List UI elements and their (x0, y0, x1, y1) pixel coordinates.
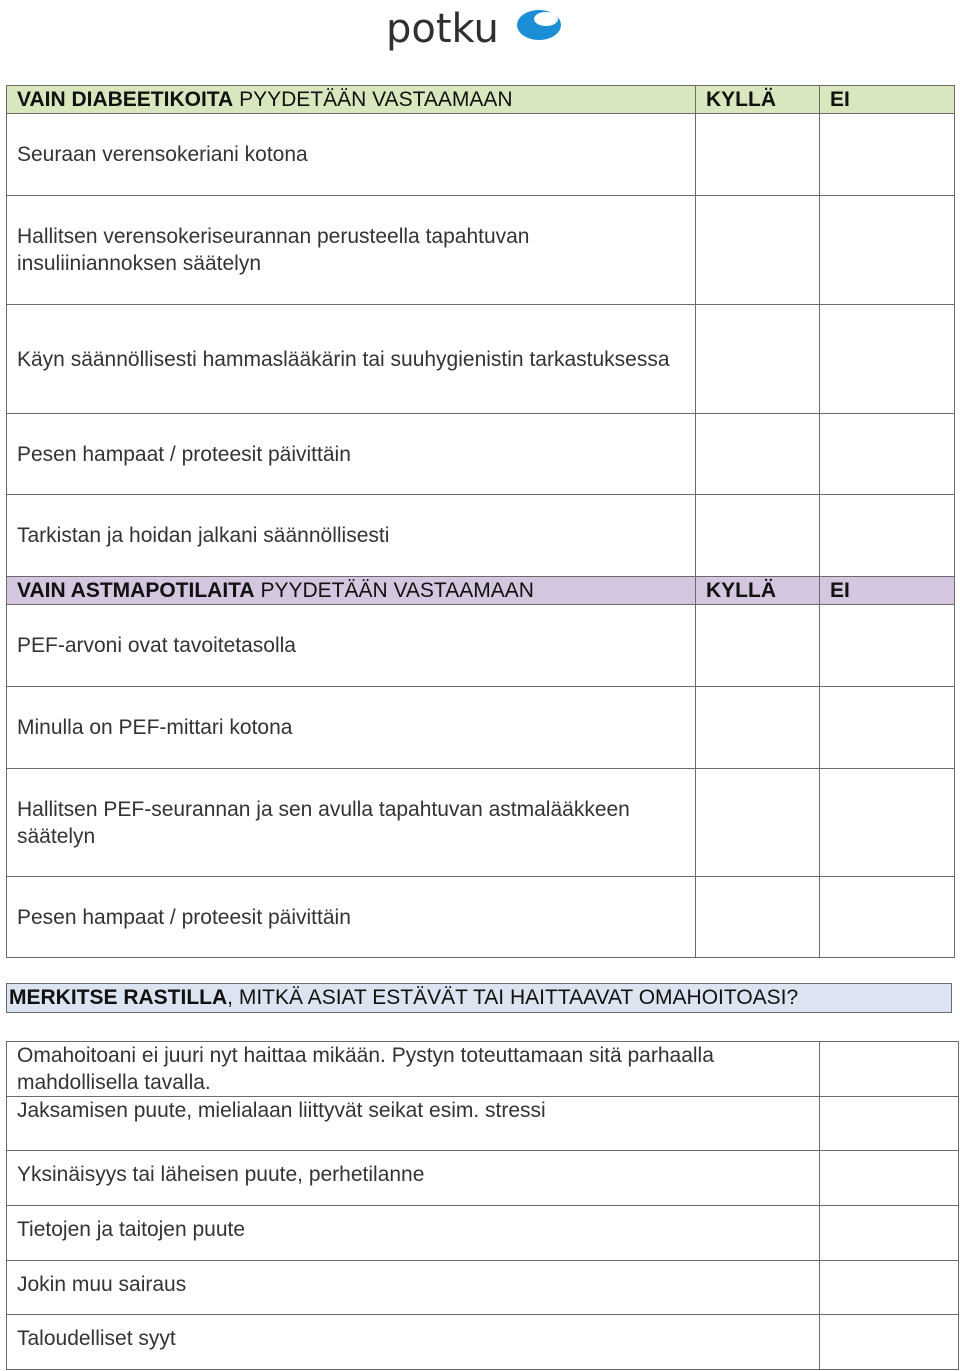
asthma-header: VAIN ASTMAPOTILAITA PYYDETÄÄN VASTAAMAAN (7, 577, 696, 605)
question-text: Pesen hampaat / proteesit päivittäin (7, 414, 696, 495)
no-checkbox-cell[interactable] (820, 769, 955, 877)
logo-wordmark: potku (386, 6, 499, 52)
obstacle-text: Jokin muu sairaus (7, 1261, 820, 1315)
obstacle-checkbox-cell[interactable] (820, 1261, 959, 1315)
table-row (7, 1097, 959, 1151)
asthma-header-row (7, 577, 955, 605)
obstacle-checkbox-cell[interactable] (820, 1315, 959, 1370)
yes-header: KYLLÄ (696, 86, 820, 114)
table-row (7, 1042, 959, 1097)
no-checkbox-cell[interactable] (820, 305, 955, 414)
questionnaire-table (6, 85, 955, 958)
obstacle-text: Taloudelliset syyt (7, 1315, 820, 1370)
table-row (7, 769, 955, 877)
obstacle-checkbox-cell[interactable] (820, 1042, 959, 1097)
obstacles-table (6, 1041, 959, 1370)
question-text: Tarkistan ja hoidan jalkani säännöllisesti (7, 495, 696, 577)
obstacle-checkbox-cell[interactable] (820, 1206, 959, 1261)
diabetes-header: VAIN DIABEETIKOITA PYYDETÄÄN VASTAAMAAN (7, 86, 696, 114)
yes-checkbox-cell[interactable] (696, 877, 820, 958)
table-row (7, 1151, 959, 1206)
obstacle-checkbox-cell[interactable] (820, 1151, 959, 1206)
no-header: EI (820, 577, 955, 605)
potku-logo (386, 6, 566, 56)
table-row (7, 1206, 959, 1261)
no-checkbox-cell[interactable] (820, 196, 955, 305)
no-checkbox-cell[interactable] (820, 687, 955, 769)
table-row (7, 114, 955, 196)
question-text: Hallitsen verensokeriseurannan perusteella tapahtuvan insuliiniannoksen säätelyn (7, 196, 696, 305)
yes-checkbox-cell[interactable] (696, 414, 820, 495)
yes-checkbox-cell[interactable] (696, 196, 820, 305)
table-row (7, 305, 955, 414)
no-checkbox-cell[interactable] (820, 605, 955, 687)
diabetes-header-row (7, 86, 955, 114)
no-checkbox-cell[interactable] (820, 877, 955, 958)
table-row (7, 605, 955, 687)
question-text: Seuraan verensokeriani kotona (7, 114, 696, 196)
logo-blob-icon (516, 8, 562, 42)
question-text: PEF-arvoni ovat tavoitetasolla (7, 605, 696, 687)
obstacle-text: Omahoitoani ei juuri nyt haittaa mikään. Pystyn toteuttamaan sitä parhaalla mahdollisella tavalla. (7, 1042, 820, 1097)
obstacle-text: Tietojen ja taitojen puute (7, 1206, 820, 1261)
table-row (7, 877, 955, 958)
question-text: Minulla on PEF-mittari kotona (7, 687, 696, 769)
obstacle-text: Yksinäisyys tai läheisen puute, perhetilanne (7, 1151, 820, 1206)
table-row (7, 1261, 959, 1315)
yes-checkbox-cell[interactable] (696, 687, 820, 769)
table-row (7, 687, 955, 769)
table-row (7, 495, 955, 577)
yes-checkbox-cell[interactable] (696, 769, 820, 877)
yes-checkbox-cell[interactable] (696, 605, 820, 687)
yes-header: KYLLÄ (696, 577, 820, 605)
obstacle-checkbox-cell[interactable] (820, 1097, 959, 1151)
table-row (7, 196, 955, 305)
no-checkbox-cell[interactable] (820, 114, 955, 196)
obstacles-header: MERKITSE RASTILLA, MITKÄ ASIAT ESTÄVÄT TAI HAITTAAVAT OMAHOITOASI? (6, 983, 952, 1013)
table-row (7, 1315, 959, 1370)
question-text: Pesen hampaat / proteesit päivittäin (7, 877, 696, 958)
no-checkbox-cell[interactable] (820, 495, 955, 577)
question-text: Käyn säännöllisesti hammaslääkärin tai suuhygienistin tarkastuksessa (7, 305, 696, 414)
no-checkbox-cell[interactable] (820, 414, 955, 495)
question-text: Hallitsen PEF-seurannan ja sen avulla tapahtuvan astmalääkkeen säätelyn (7, 769, 696, 877)
yes-checkbox-cell[interactable] (696, 495, 820, 577)
no-header: EI (820, 86, 955, 114)
obstacle-text: Jaksamisen puute, mielialaan liittyvät seikat esim. stressi (7, 1097, 820, 1151)
yes-checkbox-cell[interactable] (696, 305, 820, 414)
table-row (7, 414, 955, 495)
yes-checkbox-cell[interactable] (696, 114, 820, 196)
